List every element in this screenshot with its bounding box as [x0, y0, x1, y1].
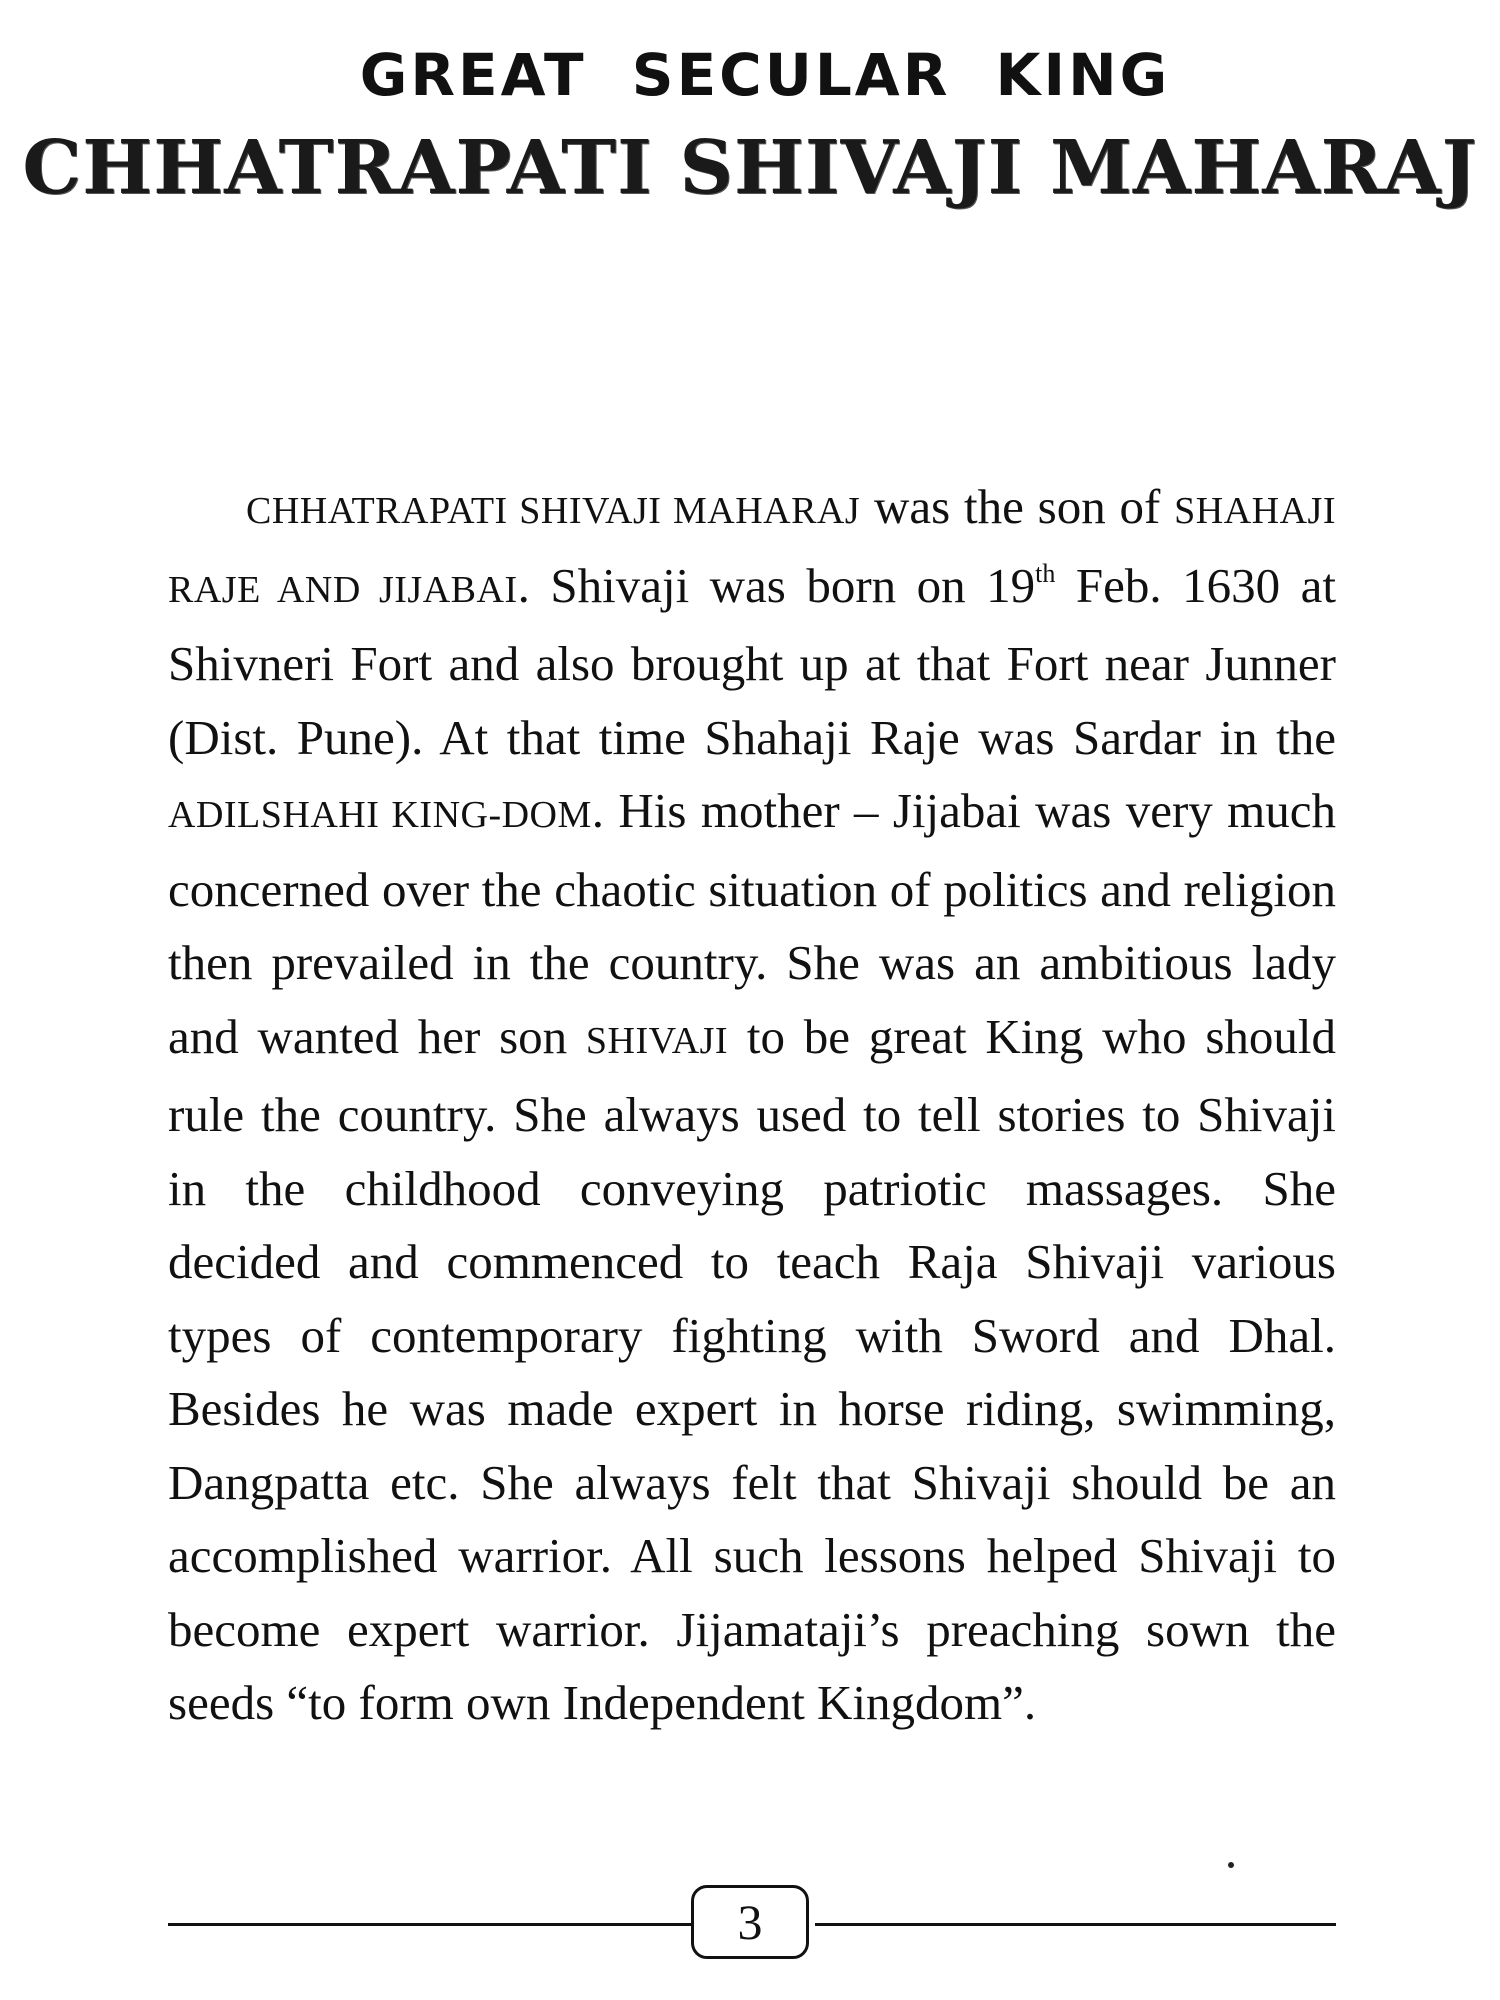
page-header: [0, 40, 1500, 218]
footer-rule-right: [815, 1923, 1336, 1926]
text-segment: . His mother – Jijabai was very much concerned over the chaotic situation of politics and religion then prevailed in the country. She was an ambitious lady and wanted her son: [168, 783, 1336, 1064]
ordinal-suffix: th: [1035, 558, 1056, 588]
text-segment: . Shivaji was born on 19: [517, 557, 1036, 613]
body-paragraph: [168, 470, 1336, 1740]
name-smallcaps: CHHATRAPATI SHIVAJI MAHARAJ: [246, 490, 861, 532]
supertitle: GREAT SECULAR KING: [359, 41, 1171, 109]
text-segment: Feb. 1630 at Shivneri Fort and also brought up at that Fort near Junner (Dist. Pune). At that time Shahaji Raje was Sardar in the: [168, 557, 1336, 765]
shivaji-smallcaps: SHIVAJI: [585, 1019, 729, 1062]
print-speck: [1228, 1862, 1234, 1868]
text-segment: was the son of: [860, 479, 1175, 534]
footer-rule-left: [168, 1923, 691, 1926]
page-title: CHHATRAPATI SHIVAJI MAHARAJ: [22, 125, 1478, 211]
page-footer: [168, 1885, 1336, 1965]
page-number: 3: [691, 1885, 809, 1959]
paragraph: [168, 470, 1336, 1740]
kingdom-smallcaps: ADILSHAHI KING-DOM: [168, 794, 592, 836]
parents-smallcaps: SHAHAJI RAJE AND JIJABAI: [168, 490, 1337, 611]
text-segment: to be great King who should rule the country. She always used to tell stories to Shivaji in the childhood conveying patriotic massages. She decided and commenced to teach Raja Shivaji various types of contemporary fighting with Sword and Dhal. Besides he was made expert in horse riding, swimming, Dangpatta etc. She always felt that Shivaji should be an accomplished warrior. All such lessons helped Shivaji to become expert warrior. Jijamataji’s preaching sown the seeds “to form own Independent Kingdom”.: [168, 1008, 1336, 1730]
